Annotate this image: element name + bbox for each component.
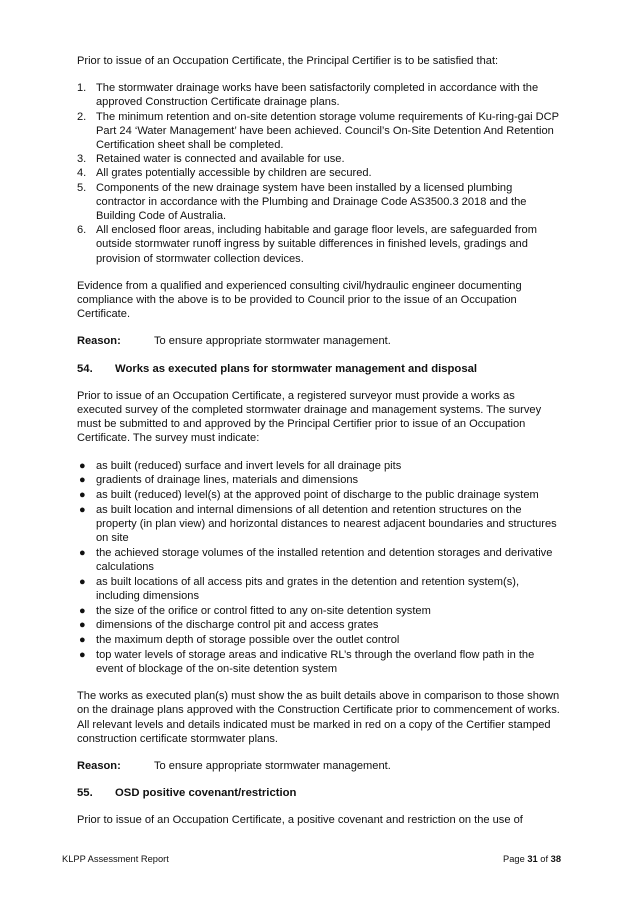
list-item: ● the achieved storage volumes of the installed retention and detention storages and derivative calculations [79, 546, 553, 574]
list-item: ● the size of the orifice or control fitted to any on-site detention system [79, 604, 431, 617]
report-title: KLPP Assessment Report [62, 854, 169, 864]
reason-label: Reason: [77, 760, 121, 773]
bullet-icon: ● [79, 489, 86, 502]
page-indicator: Page 31 of 38 [503, 854, 561, 864]
item-text: All grates potentially accessible by children are secured. [96, 167, 372, 180]
item-number: 5. [77, 181, 87, 194]
survey-bullet-list [77, 459, 561, 677]
list-item [77, 110, 561, 153]
list-item [77, 166, 561, 180]
item-number: 3. [77, 153, 87, 166]
bullet-icon: ● [79, 648, 86, 661]
bullet-icon: ● [79, 546, 86, 559]
section-number: 54. [77, 362, 93, 375]
current-page: 31 [527, 854, 538, 864]
total-pages: 38 [550, 854, 561, 864]
bullet-icon: ● [79, 503, 86, 516]
list-item [77, 223, 561, 266]
list-item: ● as built (reduced) level(s) at the approved point of discharge to the public drainage system [79, 489, 539, 502]
evidence-paragraph: Evidence from a qualified and experienced consulting civil/hydraulic engineer documenting compliance with the above is to be provided to Council prior to the issue of an Occupation Certificate. [77, 279, 522, 321]
item-text: All enclosed floor areas, including habitable and garage floor levels, are safeguarded from outside stormwater runoff ingress by suitable differences in finished levels, gradings and provision of stormwater collection devices. [96, 224, 537, 265]
section-title: Works as executed plans for stormwater management and disposal [115, 362, 478, 375]
reason-label: Reason: [77, 335, 121, 348]
item-number: 2. [77, 110, 87, 123]
list-item: ● gradients of drainage lines, materials and dimensions [79, 474, 359, 487]
list-item: ● top water levels of storage areas and indicative RL’s through the overland flow path in the event of blockage of the on-site detention system [79, 648, 535, 676]
reason-text: To ensure appropriate stormwater management. [154, 335, 391, 348]
section-heading-54 [77, 362, 561, 376]
s54-intro-paragraph: Prior to issue of an Occupation Certificate, a registered surveyor must provide a works as executed survey of the completed stormwater drainage and management systems. The survey must be submitted to and approved by the Principal Certifier prior to issue of an Occupation Certificate. The survey must indicate: [77, 389, 542, 445]
item-number: 1. [77, 82, 87, 95]
list-item: ● as built location and internal dimensions of all detention and retention structures on the property (in plan view) and horizontal distances to nearest adjacent boundaries and structures on site [79, 503, 557, 545]
reason-row [77, 759, 561, 773]
document-page [77, 54, 561, 841]
intro-paragraph: Prior to issue of an Occupation Certificate, the Principal Certifier is to be satisfied that: [77, 55, 499, 67]
section-heading-55 [77, 786, 561, 800]
s55-intro-paragraph: Prior to issue of an Occupation Certificate, a positive covenant and restriction on the use of [77, 814, 523, 827]
item-text: Components of the new drainage system have been installed by a licensed plumbing contractor in accordance with the Plumbing and Drainage Code AS3500.3 2018 and the Building Code of Australia. [96, 181, 527, 223]
bullet-icon: ● [79, 604, 86, 617]
list-item: ● as built locations of all access pits and grates in the detention and retention system(s), including dimensions [79, 575, 520, 602]
list-item: ● as built (reduced) surface and invert levels for all drainage pits [79, 459, 402, 472]
list-item [77, 81, 561, 109]
list-item [77, 181, 561, 224]
bullet-icon: ● [79, 474, 86, 487]
list-item [77, 152, 561, 166]
list-item: ● the maximum depth of storage possible over the outlet control [79, 634, 400, 647]
bullet-icon: ● [79, 575, 86, 588]
item-text: The stormwater drainage works have been satisfactorily completed in accordance with the approved Construction Certificate drainage plans. [96, 82, 539, 109]
item-number: 6. [77, 224, 87, 237]
bullet-icon: ● [79, 619, 86, 632]
bullet-icon: ● [79, 459, 86, 472]
page-footer [62, 853, 561, 865]
reason-row [77, 334, 561, 348]
reason-text: To ensure appropriate stormwater management. [154, 760, 391, 773]
section-number: 55. [77, 787, 93, 800]
section-title: OSD positive covenant/restriction [115, 787, 297, 800]
item-text: The minimum retention and on-site detention storage volume requirements of Ku-ring-gai DCP Part 24 ‘Water Management’ have been achieved. Council’s On-Site Detention And Retention Certification sheet shall be completed. [96, 110, 559, 152]
item-text: Retained water is connected and available for use. [96, 153, 345, 166]
bullet-icon: ● [79, 634, 86, 647]
list-item: ● dimensions of the discharge control pit and access grates [79, 619, 379, 632]
s54-outro-paragraph: The works as executed plan(s) must show the as built details above in comparison to those shown on the drainage plans approved with the Construction Certificate prior to commencement of works. All relevant levels and details indicated must be marked in red on a copy of the Certifier stamped construction certificate stormwater plans. [77, 690, 560, 745]
conditions-list [77, 81, 561, 266]
item-number: 4. [77, 167, 87, 180]
